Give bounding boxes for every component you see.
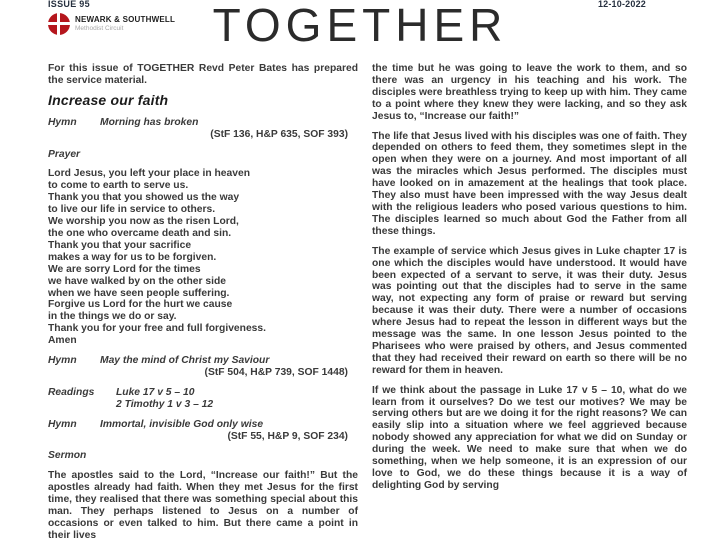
prayer-line-amen: Amen bbox=[48, 335, 77, 347]
logo-org-name: NEWARK & SOUTHWELL bbox=[75, 15, 176, 24]
hymn-title: May the mind of Christ my Saviour bbox=[100, 355, 270, 367]
hymn-ref: (StF 55, H&P 9, SOF 234) bbox=[227, 430, 348, 442]
service-heading: Increase our faith bbox=[48, 91, 169, 108]
hymn-label: Hymn bbox=[48, 116, 77, 128]
prayer-text bbox=[48, 168, 358, 347]
readings-list bbox=[116, 387, 213, 411]
hymn-row-2 bbox=[48, 355, 358, 367]
prayer-line: Forgive us Lord for the hurt we cause bbox=[48, 299, 233, 311]
prayer-line: We are sorry Lord for the times bbox=[48, 263, 201, 275]
newsletter-title: TOGETHER bbox=[212, 0, 508, 51]
hymn-title: Morning has broken bbox=[100, 116, 199, 128]
body-paragraph: The example of service which Jesus gives in Luke chapter 17 is one which the disciples would have understood. It would have been expected of a servant to serve, it was their duty. Jesus was pointing out that the disciples had to serve in the same way, not expecting any form of praise or reward but serving because it was their duty. There were a number of occasions where Jesus had to repeat the lesson in different ways but the message was the same. In one lesson Jesus pointed to the Pharisees who were praised by others, and Jesus commented that they had received their reward on earth so there will be no reward for them in heaven. bbox=[372, 245, 687, 376]
masthead bbox=[0, 0, 720, 62]
prayer-line: when we have seen people suffering. bbox=[48, 287, 230, 299]
prayer-line: to live our life in service to others. bbox=[48, 204, 216, 216]
hymn-row-3 bbox=[48, 419, 358, 431]
prayer-line: makes a way for us to be forgiven. bbox=[48, 251, 217, 263]
issue-date: 12-10-2022 bbox=[597, 0, 646, 9]
sermon-label: Sermon bbox=[48, 450, 87, 462]
hymn-label: Hymn bbox=[48, 418, 77, 430]
body-paragraph: the time but he was going to leave the work to them, and so there was an urgency in his teaching and his work. The disciples were breathless trying to keep up with him. They came to a point where they knew they were lacking, and so they ask Jesus to, “Increase our faith!” bbox=[372, 63, 687, 122]
reading-line: Luke 17 v 5 – 10 bbox=[116, 386, 195, 398]
sermon-paragraph: The apostles said to the Lord, “Increase our faith!” But the apostles already had faith. When they met Jesus for the first time, they realised that there was something special about this man. They perhaps listened to Jesus on a number of occasions or even talked to him. But there came a point in their lives bbox=[48, 470, 358, 540]
two-column-body bbox=[0, 62, 720, 540]
reading-line: 2 Timothy 1 v 3 – 12 bbox=[116, 398, 214, 410]
body-paragraph: The life that Jesus lived with his disciples was one of faith. They depended on others to feed them, they sometimes slept in the open when they were on a journey. And most important of all was the miracles which Jesus performed. The disciples must have looked on in amazement at the healings that took place. They also must have been impressed with the way Jesus dealt with the religious leaders who posed various questions to him. The disciples learned so much about God the Father from all these things. bbox=[372, 130, 687, 237]
intro-paragraph: For this issue of TOGETHER Revd Peter Bates has prepared the service material. bbox=[48, 63, 358, 86]
prayer-line: We worship you now as the risen Lord, bbox=[48, 216, 239, 228]
prayer-line: to come to earth to serve us. bbox=[48, 180, 189, 192]
prayer-line: Thank you that your sacrifice bbox=[48, 239, 192, 251]
prayer-line: we have walked by on the other side bbox=[48, 275, 226, 287]
prayer-line: Thank you that you showed us the way bbox=[48, 192, 240, 204]
right-column bbox=[372, 63, 687, 540]
prayer-label: Prayer bbox=[48, 148, 81, 160]
prayer-line: in the things we do or say. bbox=[48, 311, 177, 323]
prayer-line: the one who overcame death and sin. bbox=[48, 227, 232, 239]
hymn-title: Immortal, invisible God only wise bbox=[100, 418, 264, 430]
prayer-line: Lord Jesus, you left your place in heaven bbox=[48, 168, 250, 180]
hymn-label: Hymn bbox=[48, 355, 77, 367]
hymn-ref: (StF 504, H&P 739, SOF 1448) bbox=[204, 366, 348, 378]
logo-suborg-name: Methodist Circuit bbox=[75, 25, 124, 32]
hymn-ref: (StF 136, H&P 635, SOF 393) bbox=[210, 128, 348, 140]
readings-row bbox=[48, 387, 358, 411]
prayer-line: Thank you for your free and full forgiveness. bbox=[48, 323, 266, 335]
issue-number: ISSUE 95 bbox=[48, 0, 90, 9]
hymn-row-1 bbox=[48, 117, 358, 129]
readings-label: Readings bbox=[48, 386, 95, 398]
left-column bbox=[48, 63, 358, 540]
body-paragraph: If we think about the passage in Luke 17 v 5 – 10, what do we learn from it ourselves? Do we test our motives? We may be serving others but are we doing it for the right reasons? We can easily slip into a situation where we feel aggrieved because nobody showed any appreciation for what we did on Sunday or during the week. We need to make sure that when we do something, when we help someone, it is an expression of our love to God, we do these things because it is a way of delighting God by serving bbox=[372, 384, 687, 491]
